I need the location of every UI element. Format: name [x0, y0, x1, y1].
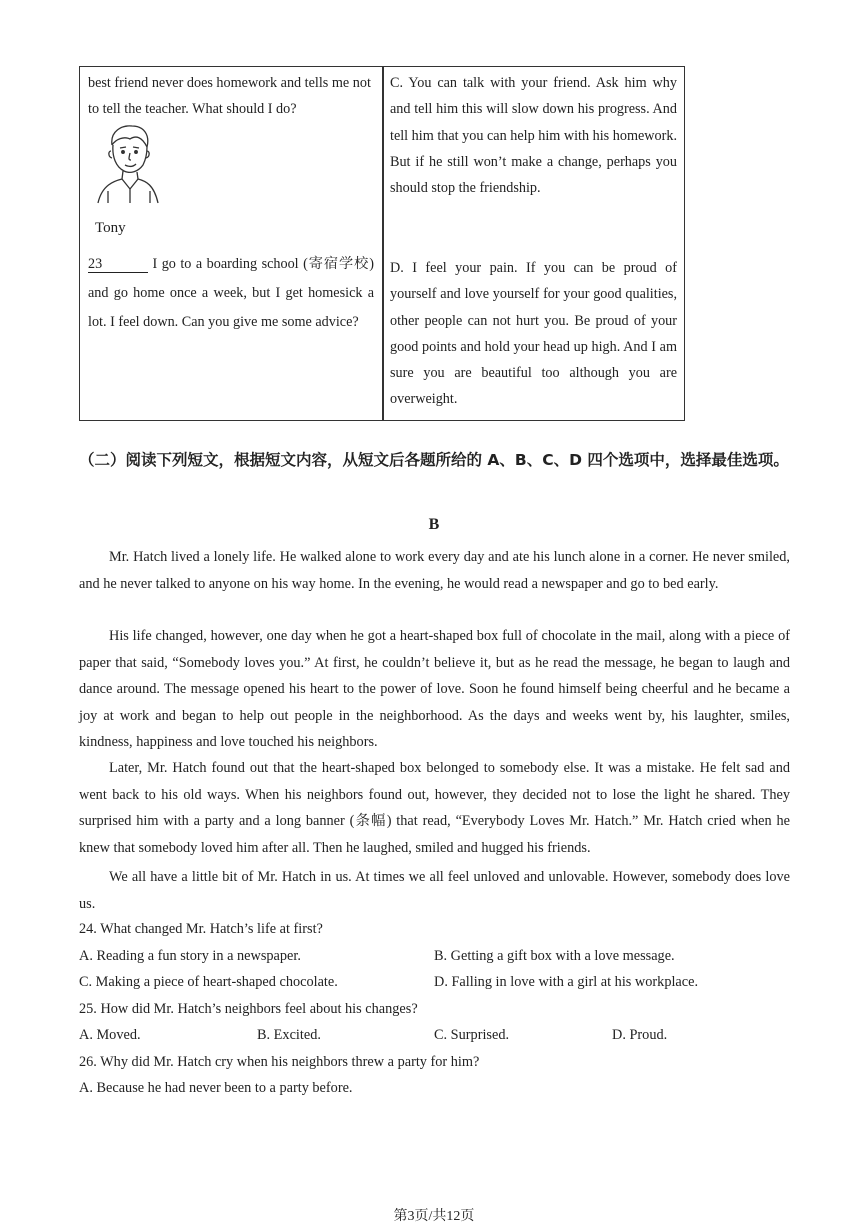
question-24-option-a[interactable]: A. Reading a fun story in a newspaper.: [79, 948, 301, 964]
question-25-option-a[interactable]: A. Moved.: [79, 1027, 141, 1043]
paragraph-4: We all have a little bit of Mr. Hatch in us. At times we all feel unloved and unlovable. However, somebody does love us.: [79, 869, 790, 912]
question-26-option-a[interactable]: A. Because he had never been to a party before.: [79, 1080, 353, 1096]
question-24-option-d[interactable]: D. Falling in love with a girl at his workplace.: [434, 974, 699, 990]
question-24-option-b[interactable]: B. Getting a gift box with a love message.: [434, 948, 675, 964]
question-25-option-c[interactable]: C. Surprised.: [434, 1027, 510, 1043]
advice-table: [79, 66, 685, 421]
row2-left-text: [88, 250, 374, 337]
question-25-stem: 25. How did Mr. Hatch’s neighbors feel about his changes?: [79, 1001, 418, 1017]
row1-left-text: best friend never does homework and tells me not to tell the teacher. What should I do?: [88, 75, 371, 118]
paragraph-2: His life changed, however, one day when he got a heart-shaped box full of chocolate in the mail, along with a piece of paper that said, “Somebody loves you.” At first, he couldn’t believe it, but as he read the message, he began to laugh and dance around. The message opened his heart to the power of love. Soon he found himself being cheerful and he became a joy at work and began to help out people in the neighborhood. As the days and weeks went by, his laughter, smiles, kindness, happiness and love touched his neighbors.: [79, 628, 790, 750]
answer-blank-23[interactable]: 23: [88, 257, 148, 273]
question-26-stem: 26. Why did Mr. Hatch cry when his neighbors threw a party for him?: [79, 1054, 480, 1070]
row2-left-body: I go to a boarding school (寄宿学校) and go home once a week, but I get homesick a lot. I feel down. Can you give me some advice?: [88, 256, 374, 330]
row1-right-text: C. You can talk with your friend. Ask him why and tell him this will slow down his progress. And tell him that you can help him with his homework. But if he still won’t make a change, perhaps you should stop the friendship.: [390, 75, 677, 197]
paragraph-3: Later, Mr. Hatch found out that the heart-shaped box belonged to somebody else. It was a mistake. He felt sad and went back to his old ways. When his neighbors found out, however, they decided not to lose the light he shared. They surprised him with a party and a long banner (条幅) that read, “Everybody Loves Mr. Hatch.” Mr. Hatch cried when he knew that somebody loved him after all. Then he laughed, smiled and hugged his friends.: [79, 760, 790, 856]
row2-right-text: D. I feel your pain. If you can be proud of yourself and love yourself for your good qualities, other people can not hurt you. Be proud of your good points and hold your head up high. And I am sure you are beautiful too although you are overweight.: [390, 260, 677, 408]
paragraph-1: Mr. Hatch lived a lonely life. He walked alone to work every day and ate his lunch alone in a corner. He never smiled, and he never talked to anyone on his way home. In the evening, he would read a newspaper and go to bed early.: [79, 549, 790, 592]
page-number: 第3页/共12页: [393, 1209, 475, 1224]
passage-title: B: [428, 516, 440, 533]
table-divider: [382, 67, 384, 420]
question-24-stem: 24. What changed Mr. Hatch’s life at first?: [79, 921, 323, 937]
section-heading: （二）阅读下列短文，根据短文内容，从短文后各题所给的 A、B、C、D 四个选项中，选择最佳选项。: [79, 451, 789, 469]
question-25-option-b[interactable]: B. Excited.: [257, 1027, 321, 1043]
tony-name: Tony: [95, 220, 126, 236]
boy-portrait-icon: [94, 123, 162, 205]
question-24-option-c[interactable]: C. Making a piece of heart-shaped chocolate.: [79, 974, 338, 990]
question-25-option-d[interactable]: D. Proud.: [612, 1027, 668, 1043]
